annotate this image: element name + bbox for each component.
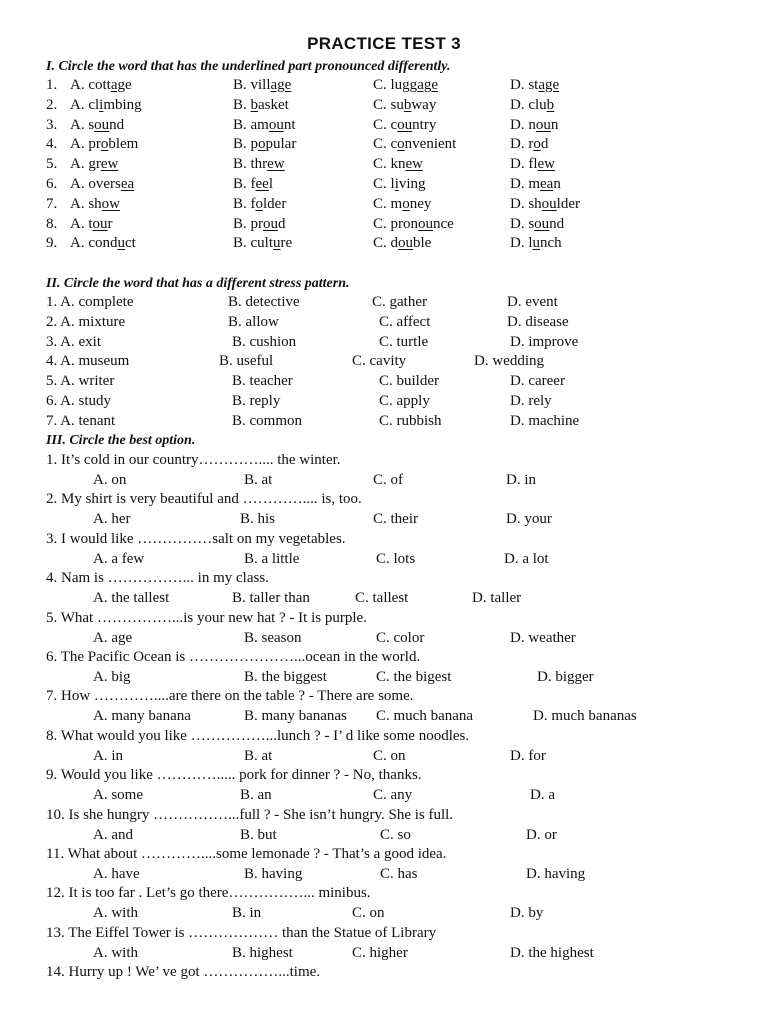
option-b: B. useful bbox=[219, 353, 274, 370]
option-a: A. with bbox=[93, 944, 138, 961]
question-number: 6. bbox=[46, 176, 58, 192]
option-a: 7. A. tenant bbox=[46, 412, 116, 429]
underlined-part: o bbox=[397, 136, 405, 153]
option-c: C. tallest bbox=[355, 590, 409, 607]
answer-row bbox=[0, 551, 768, 571]
underlined-part: age bbox=[538, 77, 560, 93]
option-c: C. color bbox=[376, 629, 425, 646]
option-a: A. a few bbox=[93, 550, 145, 567]
question-row bbox=[0, 196, 768, 216]
question-row bbox=[0, 156, 768, 176]
option-b: B. taller than bbox=[232, 590, 310, 607]
answer-row bbox=[0, 511, 768, 531]
underlined-part: u bbox=[532, 235, 540, 252]
underlined-part: ew bbox=[267, 156, 285, 173]
answer-row bbox=[0, 708, 768, 728]
option-d: D. shoulder bbox=[510, 195, 580, 212]
option-a: 3. A. exit bbox=[46, 333, 101, 350]
option-c: C. affect bbox=[379, 313, 431, 330]
option-c: C. the bigest bbox=[376, 669, 452, 685]
answer-row bbox=[0, 472, 768, 492]
underlined-part: o bbox=[258, 136, 266, 153]
option-a: 2. A. mixture bbox=[46, 313, 126, 330]
option-c: C. lots bbox=[376, 550, 416, 567]
underlined-part: ou bbox=[92, 215, 108, 232]
question-text: 11. What about …………....some lemonade ? - That’s a good idea. bbox=[46, 846, 447, 862]
option-c: C. luggage bbox=[373, 77, 439, 93]
option-c: C. their bbox=[373, 511, 418, 528]
option-d: D. event bbox=[507, 294, 558, 310]
underlined-part: ou bbox=[94, 116, 110, 133]
answer-row bbox=[0, 748, 768, 768]
option-c: C. gather bbox=[372, 294, 427, 310]
option-c: C. money bbox=[373, 195, 432, 212]
option-d: D. bigger bbox=[537, 669, 594, 685]
option-b: B. at bbox=[244, 747, 273, 764]
question-text: 14. Hurry up ! We’ ve got ……………...time. bbox=[46, 964, 321, 981]
option-b: B. in bbox=[232, 905, 262, 922]
option-c: C. knew bbox=[373, 156, 424, 173]
option-a: 6. A. study bbox=[46, 393, 112, 409]
underlined-part: ew bbox=[405, 156, 424, 173]
option-b: B. an bbox=[240, 787, 272, 804]
option-b: B. village bbox=[233, 77, 292, 93]
option-a: A. oversea bbox=[70, 176, 135, 192]
option-c: C. of bbox=[373, 472, 403, 488]
question-row bbox=[0, 97, 768, 117]
option-c: C. pronounce bbox=[373, 215, 454, 232]
option-d: D. your bbox=[506, 511, 552, 528]
option-b: B. threw bbox=[233, 156, 285, 173]
question-row bbox=[0, 136, 768, 156]
option-b: B. detective bbox=[228, 294, 300, 310]
option-c: C. convenient bbox=[373, 136, 457, 153]
option-d: D. career bbox=[510, 373, 565, 390]
question-text: 12. It is too far . Let’s go there……………... minibus. bbox=[46, 885, 371, 902]
question-row bbox=[0, 353, 768, 373]
question-row bbox=[0, 77, 768, 97]
option-b: B. proud bbox=[233, 215, 286, 232]
question-text: 3. I would like ……………salt on my vegetables. bbox=[46, 530, 346, 547]
option-b: B. reply bbox=[232, 393, 281, 409]
question-number: 3. bbox=[46, 116, 58, 133]
section-3-heading: III. Circle the best option. bbox=[46, 433, 196, 448]
question-row bbox=[0, 235, 768, 255]
option-c: C. turtle bbox=[379, 333, 429, 350]
underlined-part: ea bbox=[540, 176, 554, 192]
question-text: 9. Would you like …………..... pork for dinner ? - No, thanks. bbox=[46, 767, 422, 784]
option-d: D. lunch bbox=[510, 235, 562, 252]
option-a: A. her bbox=[93, 511, 131, 528]
underlined-part: ew bbox=[537, 156, 555, 173]
option-d: D. club bbox=[510, 96, 555, 113]
option-a: A. in bbox=[93, 747, 123, 764]
underlined-part: ou bbox=[534, 215, 550, 232]
option-c: C. much banana bbox=[376, 708, 474, 725]
answer-row bbox=[0, 787, 768, 807]
underlined-part: ag bbox=[110, 77, 125, 93]
question-text: 1. It’s cold in our country………….... the winter. bbox=[46, 452, 341, 468]
option-d: D. weather bbox=[510, 629, 576, 646]
option-a: A. show bbox=[70, 195, 121, 212]
question-number: 2. bbox=[46, 96, 58, 113]
answer-row bbox=[0, 905, 768, 925]
option-c: C. has bbox=[380, 866, 418, 882]
option-b: B. but bbox=[240, 826, 277, 843]
section-2-heading: II. Circle the word that has a different stress pattern. bbox=[46, 276, 350, 291]
option-d: D. having bbox=[526, 866, 586, 882]
option-c: C. country bbox=[373, 116, 437, 133]
underlined-part: ou bbox=[397, 116, 413, 133]
option-b: B. the biggest bbox=[244, 669, 327, 685]
option-b: B. his bbox=[240, 511, 276, 528]
option-b: B. cushion bbox=[232, 333, 297, 350]
question-number: 7. bbox=[46, 195, 58, 212]
option-b: B. culture bbox=[233, 235, 293, 252]
option-c: C. living bbox=[373, 176, 426, 192]
answer-row bbox=[0, 590, 768, 610]
option-a: A. problem bbox=[70, 136, 139, 153]
option-a: A. the tallest bbox=[93, 590, 170, 607]
option-a: A. tour bbox=[70, 215, 113, 232]
question-row bbox=[0, 413, 768, 433]
option-a: A. grew bbox=[70, 156, 119, 173]
question-number: 1. bbox=[46, 77, 58, 93]
underlined-part: u bbox=[273, 235, 281, 252]
option-d: D. flew bbox=[510, 156, 555, 173]
option-d: D. wedding bbox=[474, 353, 544, 370]
question-row bbox=[0, 393, 768, 413]
underlined-part: ou bbox=[418, 215, 433, 232]
question-text: 2. My shirt is very beautiful and ………….... is, too. bbox=[46, 491, 362, 508]
underlined-part: ou bbox=[541, 195, 557, 212]
option-c: C. apply bbox=[379, 393, 430, 409]
question-row bbox=[0, 294, 768, 314]
option-a: A. cottage bbox=[70, 77, 132, 93]
option-d: D. much bananas bbox=[533, 708, 637, 725]
underlined-part: ee bbox=[255, 176, 269, 192]
option-b: B. common bbox=[232, 412, 302, 429]
underlined-part: b bbox=[403, 96, 412, 113]
option-a: 5. A. writer bbox=[46, 373, 115, 390]
underlined-part: b bbox=[250, 96, 259, 113]
option-c: C. builder bbox=[379, 373, 439, 390]
option-d: D. improve bbox=[510, 333, 579, 350]
option-b: B. basket bbox=[233, 96, 289, 113]
question-text: 6. The Pacific Ocean is …………………...ocean in the world. bbox=[46, 649, 421, 665]
option-c: C. subway bbox=[373, 96, 437, 113]
option-c: C. rubbish bbox=[379, 412, 442, 429]
underlined-part: i bbox=[394, 176, 399, 192]
underlined-part: o bbox=[100, 136, 109, 153]
option-a: A. conduct bbox=[70, 235, 136, 252]
answer-row bbox=[0, 669, 768, 689]
option-a: A. with bbox=[93, 905, 138, 922]
underlined-part: o bbox=[533, 136, 541, 153]
question-number: 4. bbox=[46, 136, 58, 153]
question-number: 9. bbox=[46, 235, 58, 252]
option-b: B. folder bbox=[233, 195, 287, 212]
underlined-part: age bbox=[270, 77, 292, 93]
option-b: B. feel bbox=[233, 176, 273, 192]
option-b: B. at bbox=[244, 472, 273, 488]
underlined-part: ea bbox=[120, 176, 135, 192]
underlined-part: o bbox=[402, 195, 410, 212]
answer-row bbox=[0, 827, 768, 847]
option-a: A. big bbox=[93, 669, 131, 685]
underlined-part: ou bbox=[268, 116, 284, 133]
option-c: C. so bbox=[380, 826, 411, 843]
section-1-heading: I. Circle the word that has the underlined part pronounced differently. bbox=[46, 59, 451, 74]
question-row bbox=[0, 176, 768, 196]
underlined-part: i bbox=[99, 96, 104, 113]
option-d: D. for bbox=[510, 747, 546, 764]
option-b: B. highest bbox=[232, 944, 293, 961]
underlined-part: ew bbox=[100, 156, 119, 173]
option-c: C. any bbox=[373, 787, 413, 804]
option-a: A. on bbox=[93, 472, 127, 488]
question-text: 5. What ……………...is your new hat ? - It is purple. bbox=[46, 609, 367, 626]
option-a: A. age bbox=[93, 629, 133, 646]
option-b: B. having bbox=[244, 866, 303, 882]
option-d: D. a bbox=[530, 787, 555, 804]
answer-row bbox=[0, 866, 768, 886]
option-b: B. allow bbox=[228, 313, 279, 330]
option-d: D. machine bbox=[510, 412, 580, 429]
option-a: A. and bbox=[93, 826, 133, 843]
underlined-part: u bbox=[117, 235, 125, 252]
underlined-part: ou bbox=[535, 116, 551, 133]
question-text: 8. What would you like ……………...lunch ? - I’ d like some noodles. bbox=[46, 727, 470, 744]
underlined-part: ow bbox=[101, 195, 121, 212]
underlined-part: age bbox=[417, 77, 439, 93]
option-b: B. amount bbox=[233, 116, 296, 133]
question-text: 10. Is she hungry ……………...full ? - She isn’t hungry. She is full. bbox=[46, 806, 454, 823]
question-row bbox=[0, 314, 768, 334]
option-a: A. sound bbox=[70, 116, 125, 133]
option-c: C. on bbox=[373, 747, 406, 764]
option-b: B. popular bbox=[233, 136, 297, 153]
option-d: D. rely bbox=[510, 393, 552, 409]
option-d: D. rod bbox=[510, 136, 549, 153]
question-number: 5. bbox=[46, 156, 58, 173]
question-row bbox=[0, 334, 768, 354]
option-d: D. the highest bbox=[510, 944, 594, 961]
option-d: D. a lot bbox=[504, 550, 549, 567]
question-text: 4. Nam is ……………... in my class. bbox=[46, 570, 269, 587]
underlined-part: b bbox=[546, 96, 555, 113]
option-a: 4. A. museum bbox=[46, 353, 130, 370]
option-a: A. have bbox=[93, 866, 140, 882]
option-d: D. noun bbox=[510, 116, 559, 133]
option-a: A. climbing bbox=[70, 96, 142, 113]
question-row bbox=[0, 216, 768, 236]
option-a: A. many banana bbox=[93, 708, 191, 725]
question-text: 13. The Eiffel Tower is ……………… than the Statue of Library bbox=[46, 924, 437, 941]
question-number: 8. bbox=[46, 215, 58, 232]
underlined-part: o bbox=[255, 195, 263, 212]
question-text: 7. How …………....are there on the table ? - There are some. bbox=[46, 688, 414, 705]
page-title: PRACTICE TEST 3 bbox=[307, 34, 461, 53]
option-d: D. or bbox=[526, 826, 557, 843]
option-a: A. some bbox=[93, 787, 143, 804]
option-c: C. higher bbox=[352, 944, 408, 961]
option-d: D. taller bbox=[472, 590, 522, 607]
answer-row bbox=[0, 630, 768, 650]
option-c: C. cavity bbox=[352, 353, 407, 370]
option-d: D. in bbox=[506, 472, 536, 488]
option-d: D. sound bbox=[510, 215, 565, 232]
option-c: C. on bbox=[352, 905, 385, 922]
option-d: D. stage bbox=[510, 77, 560, 93]
option-b: B. many bananas bbox=[244, 708, 347, 725]
option-b: B. a little bbox=[244, 550, 300, 567]
question-row bbox=[0, 117, 768, 137]
option-d: D. by bbox=[510, 905, 544, 922]
option-d: D. disease bbox=[507, 313, 569, 330]
underlined-part: ou bbox=[398, 235, 414, 252]
question-row bbox=[0, 373, 768, 393]
answer-row bbox=[0, 945, 768, 965]
option-b: B. season bbox=[244, 629, 302, 646]
underlined-part: ou bbox=[263, 215, 278, 232]
option-a: 1. A. complete bbox=[46, 294, 134, 310]
option-b: B. teacher bbox=[232, 373, 293, 390]
option-c: C. double bbox=[373, 235, 432, 252]
option-d: D. mean bbox=[510, 176, 561, 192]
